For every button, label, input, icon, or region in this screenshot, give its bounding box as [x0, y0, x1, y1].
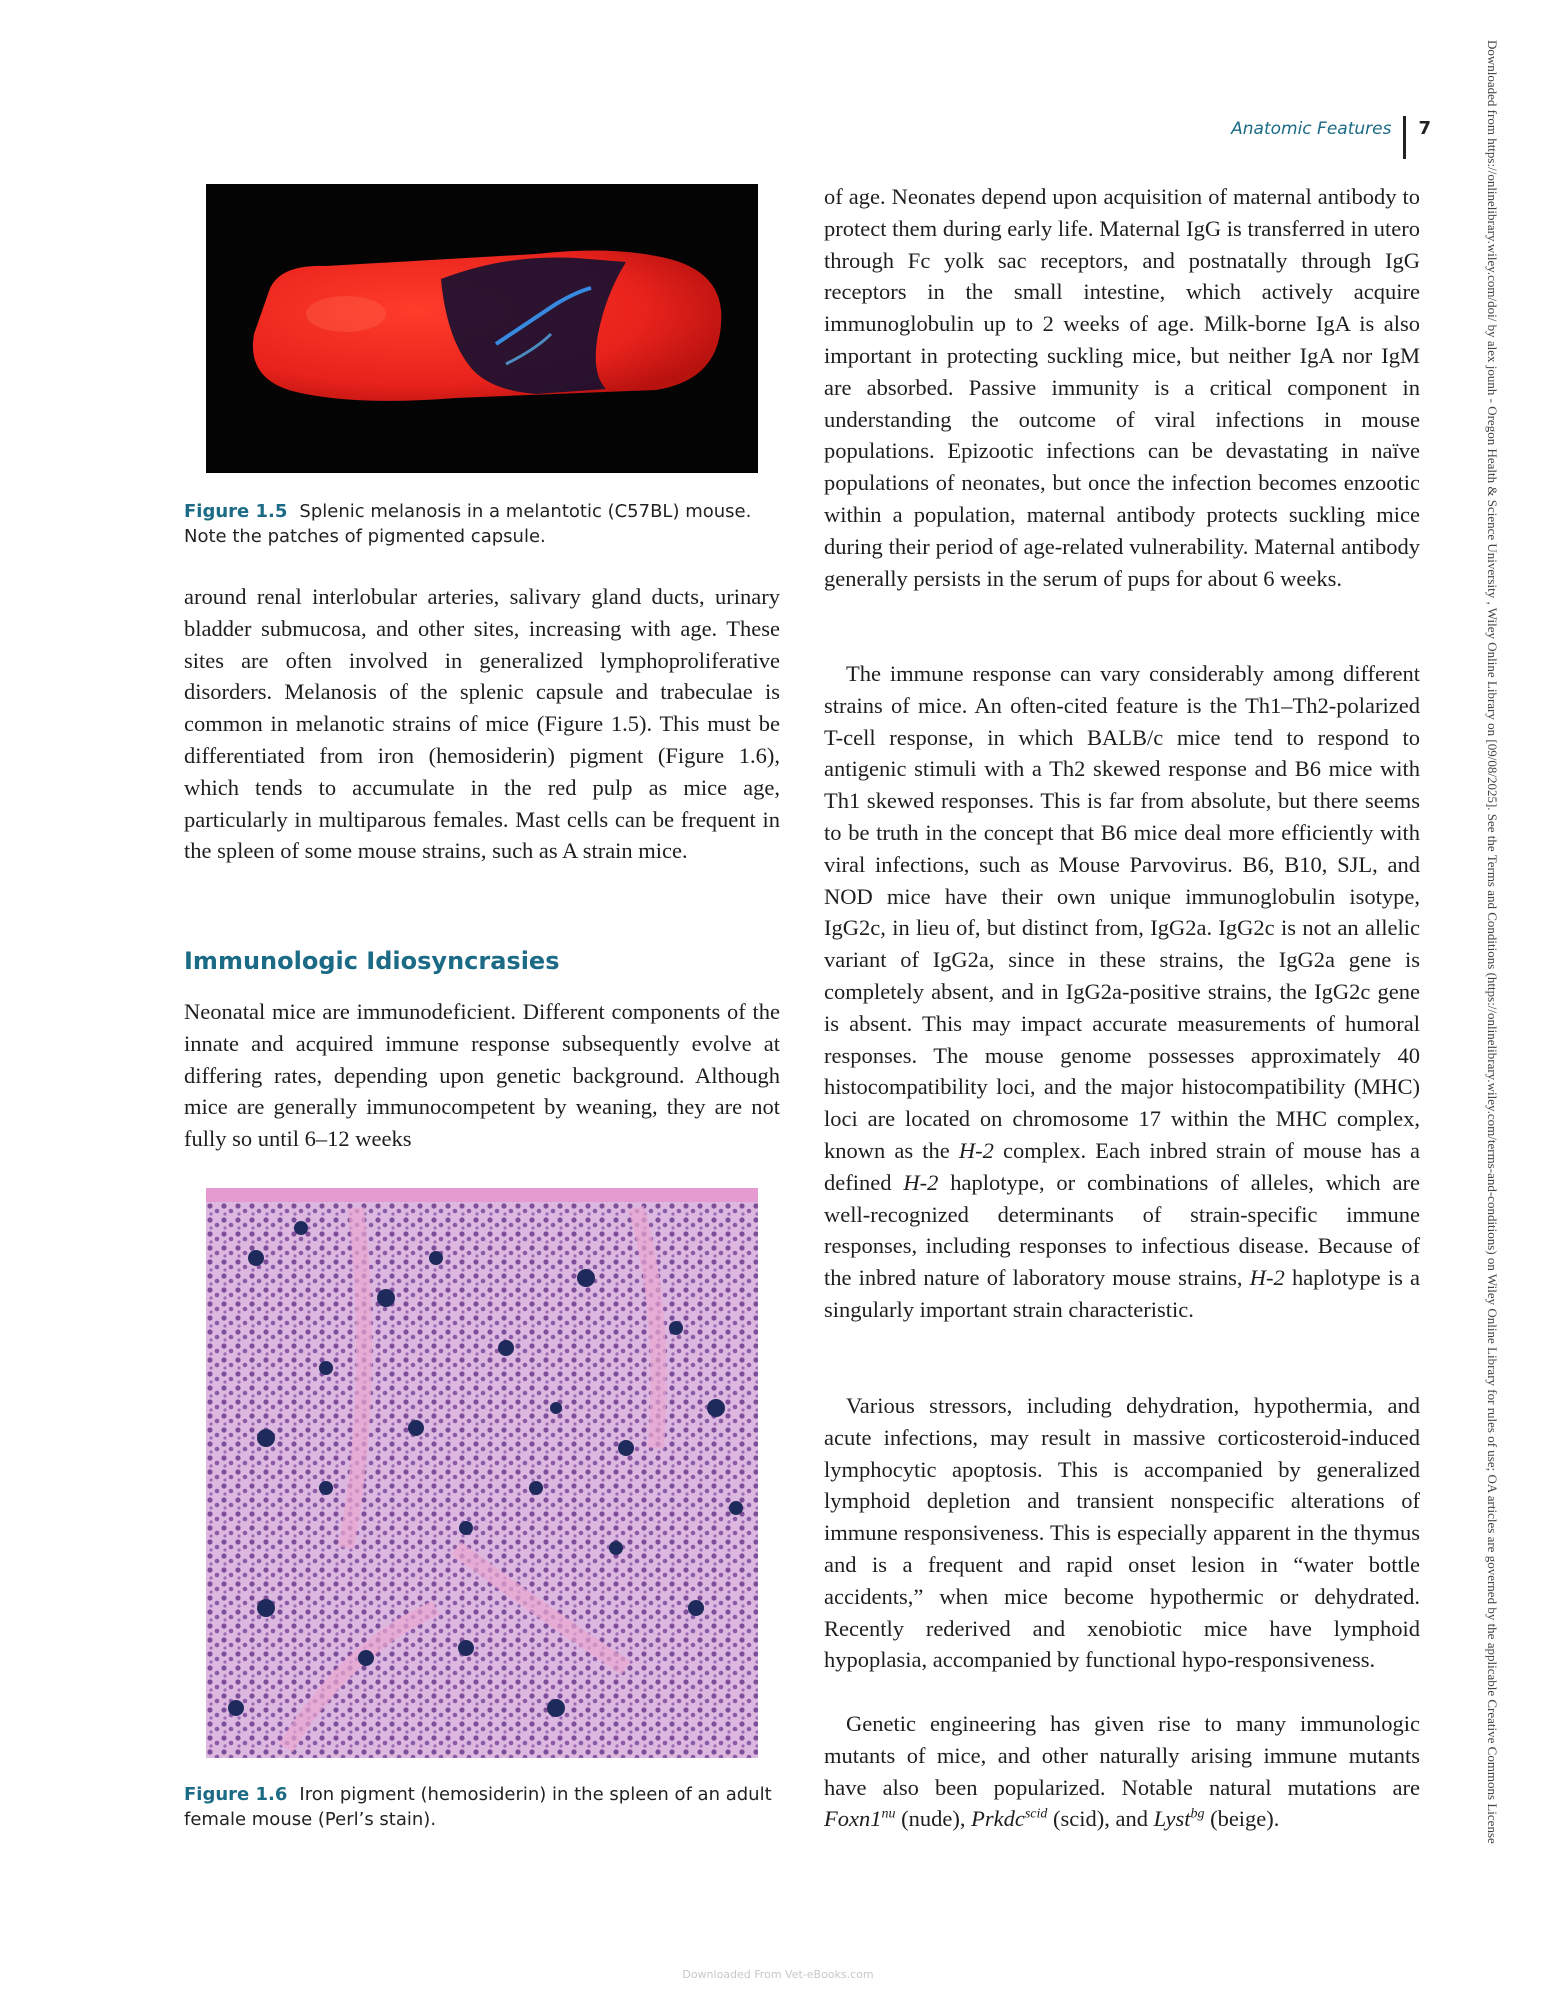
spleen-photo — [206, 184, 758, 473]
figure-1-6-caption — [184, 1782, 774, 1832]
header-divider — [1403, 116, 1406, 159]
left-paragraph-2: Neonatal mice are immunodeficient. Different components of the innate and acquired immune response subsequently evolve at differing rates, depending upon genetic background. Although mice are generally immunocompetent by weaning, they are not fully so until 6–12 weeks — [184, 999, 780, 1152]
gene-foxn1-allele: nu — [881, 1806, 896, 1822]
page-number: 7 — [1418, 118, 1431, 139]
right-paragraph-2 — [824, 658, 1420, 1326]
figure-1-6-caption-text: Iron pigment (hemosiderin) in the spleen of an adult female mouse (Perl’s stain). — [184, 1784, 772, 1830]
h2-term-3: H-2 — [1249, 1265, 1285, 1291]
gene-prkdc-allele: scid — [1024, 1806, 1048, 1822]
right-paragraph-4 — [824, 1708, 1420, 1835]
h2-term-2: H-2 — [903, 1169, 939, 1195]
right-paragraph-2-part-d: haplotype is a singularly important strain characteristic. — [824, 1265, 1421, 1322]
gene-prkdc-name: (scid), and — [1053, 1806, 1148, 1832]
section-heading: Immunologic Idiosyncrasies — [184, 947, 560, 975]
right-paragraph-3 — [824, 1390, 1420, 1676]
figure-1-6-image — [206, 1188, 758, 1758]
figure-1-6-label: Figure 1.6 — [184, 1784, 288, 1805]
left-paragraph-1: around renal interlobular arteries, salivary gland ducts, urinary bladder submucosa, and other sites, increasing with age. These sites are often involved in generalized lymphoproliferative disorders. Melanosis of the splenic capsule and trabeculae is common in melanotic strains of mice (Figure 1.5). This must be differentiated from iron (hemosiderin) pigment (Figure 1.6), which tends to accumulate in the red pulp as mice age, particularly in multiparous females. Mast cells can be frequent in the spleen of some mouse strains, such as A strain mice. — [184, 584, 780, 864]
figure-1-5-caption — [184, 499, 774, 549]
gene-lyst-allele: bg — [1190, 1806, 1205, 1822]
running-head — [1231, 116, 1431, 158]
right-paragraph-4-text: Genetic engineering has given rise to many immunologic mutants of mice, and other naturally arising immune mutants have also been popularized. Notable natural mutations are — [824, 1711, 1420, 1800]
download-side-note: Downloaded from https://onlinelibrary.wiley.com/doi/ by alex jounh - Oregon Health & Science University , Wiley Online Library on [09/08/2025]. See the Terms and Conditions (https://onlinelibrary.wiley.com/terms-and-conditions) on Wiley Online Library for rules of use; OA articles are governed by the applicable Creative Commons License — [1485, 40, 1500, 1844]
gene-prkdc: Prkdc — [971, 1806, 1025, 1832]
figure-1-5-caption-text: Splenic melanosis in a melantotic (C57BL) mouse. Note the patches of pigmented capsule. — [184, 501, 752, 547]
right-paragraph-2-part-a: The immune response can vary considerably among different strains of mice. An often-cited feature is the Th1–Th2-polarized T-cell response, in which BALB/c mice tend to respond to antigenic stimuli with a Th2 skewed response and B6 mice with Th1 skewed responses. This is far from absolute, but there seems to be truth in the concept that B6 mice deal more efficiently with viral infections, such as Mouse Parvovirus. B6, B10, SJL, and NOD mice have their own unique immunoglobulin isotype, IgG2c, in lieu of, but distinct from, IgG2a. IgG2c is not an allelic variant of IgG2a, since in these strains, the IgG2a gene is completely absent, and in IgG2a-positive strains, the IgG2c gene is absent. This may impact accurate measurements of humoral responses. The mouse genome possesses approximately 40 histocompatibility loci, and the major histocompatibility (MHC) loci are located on chromosome 17 within the MHC complex, known as the — [824, 661, 1420, 1163]
h2-term-1: H-2 — [958, 1137, 994, 1163]
right-paragraph-2-part-c: haplotype, or combinations of alleles, which are well-recognized determinants of strain-specific immune responses, including responses to infectious disease. Because of the inbred nature of laboratory mouse strains, — [824, 1169, 1421, 1291]
running-title: Anatomic Features — [1231, 119, 1392, 139]
figure-1-5-label: Figure 1.5 — [184, 501, 288, 522]
figure-1-5-image — [206, 184, 758, 473]
gene-lyst: Lyst — [1153, 1806, 1191, 1832]
right-paragraph-2-part-b: complex. Each inbred strain of mouse has a defined — [824, 1137, 1421, 1195]
gene-foxn1: Foxn1 — [824, 1806, 882, 1832]
right-paragraph-3-text: Various stressors, including dehydration, hypothermia, and acute infections, may result in massive corticosteroid-induced lymphocytic apoptosis. This is accompanied by generalized lymphoid depletion and transient nonspecific alterations of immune responsiveness. This is especially apparent in the thymus and is a frequent and rapid onset lesion in “water bottle accidents,” when mice become hypothermic or dehydrated. Recently rederived and xenobiotic mice have lymphoid hypoplasia, accompanied by functional hypo-responsiveness. — [824, 1393, 1420, 1673]
gene-lyst-name: (beige). — [1210, 1806, 1280, 1832]
gene-foxn1-name: (nude), — [901, 1806, 966, 1832]
footer-watermark: Downloaded From Vet-eBooks.com — [682, 1968, 874, 1981]
right-paragraph-1: of age. Neonates depend upon acquisition of maternal antibody to protect them during early life. Maternal IgG is transferred in utero through Fc yolk sac receptors, and postnatally through IgG receptors in the small intestine, which actively acquire immunoglobulin up to 2 weeks of age. Milk-borne IgA is also important in protecting suckling mice, but neither IgA nor IgM are absorbed. Passive immunity is a critical component in understanding the outcome of viral infections in mouse populations. Epizootic infections can be devastating in naïve populations of neonates, but once the infection becomes enzootic within a population, maternal antibody protects suckling mice during their period of age-related vulnerability. Maternal antibody generally persists in the serum of pups for about 6 weeks. — [824, 184, 1420, 591]
histology-photo — [206, 1188, 758, 1758]
